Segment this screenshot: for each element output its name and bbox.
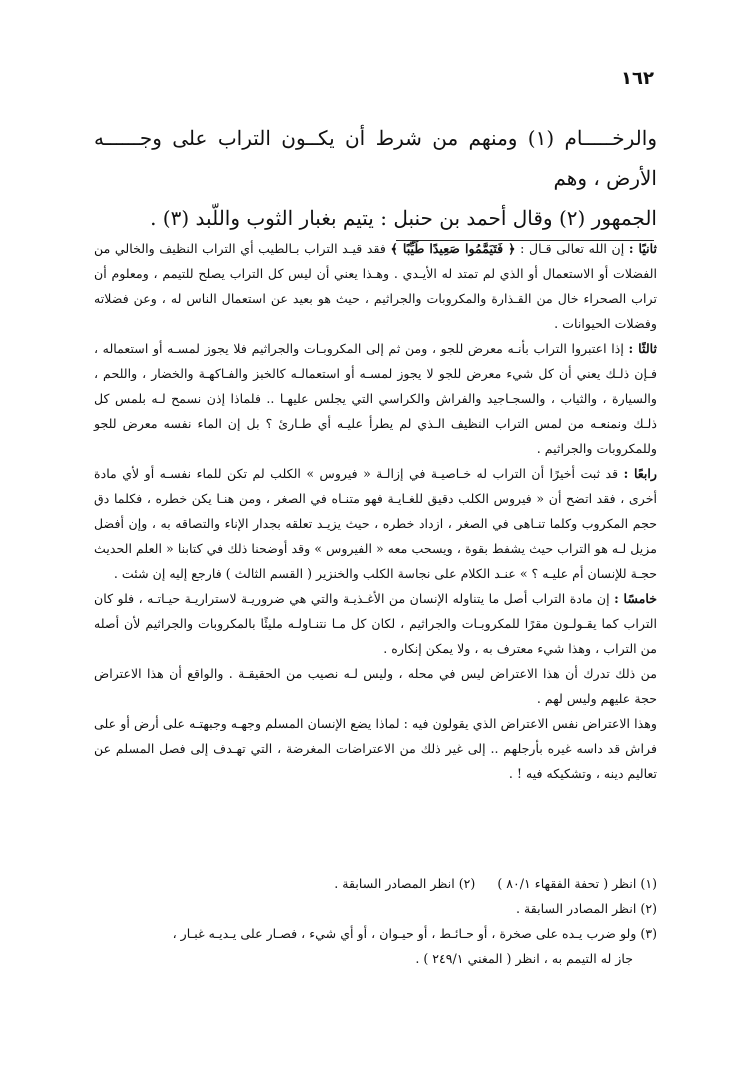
footnote-3-line-2: جاز له التيمم به ، انظر ( المغني ٢٤٩/١ ) . — [415, 951, 633, 966]
footnote-1: (١) انظر ( تحفة الفقهاء ٨٠/١ ) — [497, 876, 657, 891]
label-second: ثانيًا : — [628, 241, 657, 256]
paragraph-third — [94, 336, 657, 461]
text-fourth: قد ثبت أخيرًا أن التراب له خـاصيـة في إزالـة « فيروس » الكلب لم تكن للماء نفسـه أو لأي مادة أخرى ، فقد اتضح أن « فيروس الكلب دقيق للغـايـة فهو متنـاه في الصغر ، ومن هنـا يكن خطره ، فكلما دق حجم المكروب وكلما تنـاهى في الصغر ، ازداد خطره ، حيث يزيـد تعلقه بجدار الإناء والتصاقه به ، وإن أفضل مزيل لـه هو التراب حيث يشفط بقوة ، ويسحب معه « الفيروس » وقد أوضحنا ذلك في كتابنا « العلم الحديث حجـة للإنسان أم عليـه ؟ » عنـد الكلام على نجاسة الكلب والخنزير ( القسم الثالث ) فارجع إليه إن شئت . — [94, 466, 657, 581]
intro-line-2: الجمهور (٢) وقال أحمد بن حنبل : يتيم بغبار الثوب واللّبد (٣) . — [150, 206, 657, 230]
text-fifth: إن مادة التراب أصل ما يتناوله الإنسان من الأغـذيـة والتي هي ضروريـة لاستراريـة حيـاتـه ، فلو كان التراب كما يقـولـون مقرًا للمكروبـات والجراثيم ، لكان كل مـا نتنـاولـه مليئًا بالمكروبات والجراثيم لأن أصله من التراب ، وهذا شيء معترف به ، ولا يمكن إنكاره . — [94, 591, 657, 656]
text-second-after: فقد قيـد التراب بـالطيب أي التراب النظيف والخالي من الفضلات أو الاستعمال أو الذي لم تمتد له الأيـدي . وهـذا يعني أن ليس كل التراب يصلح للتيمم ، ومعلوم أن تراب الصحراء خال من القـذارة والمكروبات والجراثيم ، حيث هو بعيد عن استعمال الناس له ، وعن فضلاته وفضلات الحيوانات . — [94, 241, 657, 331]
paragraph-last: وهذا الاعتراض نفس الاعتراض الذي يقولون فيه : لماذا يضع الإنسان المسلم وجهـه وجبهتـه على أرض أو على فراش قد داسه غيره بأرجلهم .. إلى غير ذلك من الاعتراضات المغرضة ، التي تهـدف إلى فصل المسلم عن تعاليم دينه ، وتشكيكه فيه ! . — [94, 716, 657, 781]
label-third: ثالثًا : — [628, 341, 658, 356]
footnotes — [94, 871, 657, 971]
paragraph-fifth — [94, 586, 657, 661]
label-fifth: خامسًا : — [614, 591, 657, 606]
footnote-2: (٢) انظر المصادر السابقة . — [515, 901, 657, 916]
text-second-before: إن الله تعالى قـال : — [515, 241, 629, 256]
intro-paragraph — [94, 118, 657, 238]
label-fourth: رابعًا : — [623, 466, 657, 481]
quran-verse: ﴿ فَتَيَمَّمُوا صَعِيدًا طَيِّبًا ﴾ — [390, 241, 516, 256]
footnote-2-inline: (٢) انظر المصادر السابقة . — [334, 876, 476, 891]
intro-line-1: والرخـــــام (١) ومنهم من شرط أن يكــون التراب على وجــــــه الأرض ، وهم — [94, 126, 657, 190]
page-number: ١٦٢ — [621, 68, 654, 89]
body-text — [94, 236, 657, 786]
paragraph-second — [94, 236, 657, 336]
paragraph-conclusion: من ذلك تدرك أن هذا الاعتراض ليس في محله ، وليس لـه نصيب من الحقيقـة . والواقع أن هذا الاعتراض حجة عليهم وليس لهم . — [94, 666, 657, 706]
footnote-row-1 — [94, 871, 657, 896]
footnote-3-line-1: (٣) ولو ضرب يـده على صخرة ، أو حـائـط ، أو حيـوان ، أو أي شيء ، فصـار على يـديـه غبـار ، — [172, 926, 657, 941]
paragraph-fourth — [94, 461, 657, 586]
text-third: إذا اعتبروا التراب بأنـه معرض للجو ، ومن ثم إلى المكروبـات والجراثيم فلا يجوز لمسـه أو استعماله ، فـإن ذلـك يعني أن كل شيء معرض للجو لا يجوز لمسـه أو استعمالـه كالخبز والفـاكهـة والخضار ، واللحم ، والسيارة ، والثياب ، والسجـاجيد والفراش والكراسي التي يجلس عليهـا .. فلماذا إذن نسمح لـه بلمس كل ذلـك ونمنعـه من لمس التراب النظيف الـذي لم يطرأ عليـه أي طـارئ ؟ بل إن الماء نفسه معرض للجو وللمكروبات والجراثيم . — [94, 341, 657, 456]
